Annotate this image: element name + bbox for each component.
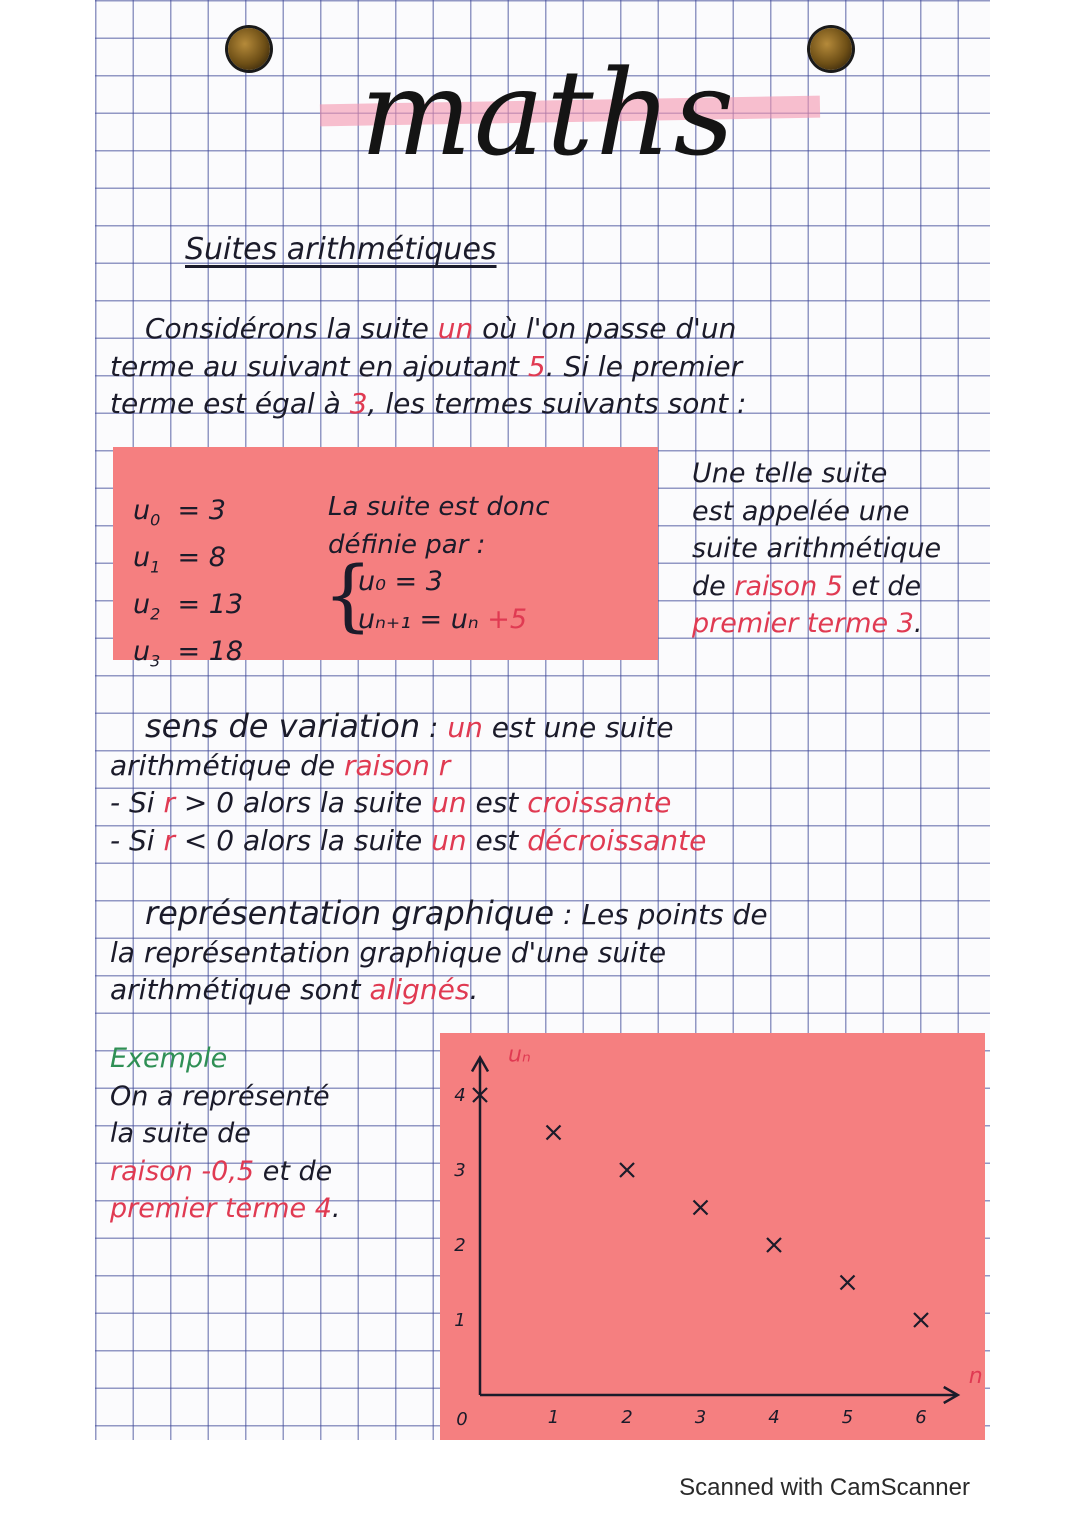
- grid-paper: [95, 0, 990, 1440]
- intro-paragraph: [110, 310, 975, 423]
- x-tick-label: 1: [547, 1407, 560, 1428]
- recurrence-definition: u₀ = 3 uₙ₊₁ = uₙ +5: [358, 566, 528, 635]
- x-tick-label: 4: [768, 1407, 780, 1428]
- data-point: [914, 1313, 928, 1327]
- sequence-symbol: un: [437, 312, 474, 345]
- binder-hole-right: [810, 28, 852, 70]
- y-tick-label: 1: [454, 1310, 466, 1331]
- graph-line-1: représentation graphique : Les points de: [110, 895, 768, 934]
- term-row: $u_1 = 8$: [133, 541, 226, 577]
- binder-hole-left: [228, 28, 270, 70]
- variation-line-1: sens de variation : un est une suite: [110, 708, 706, 747]
- graph-title: représentation graphique: [145, 894, 555, 932]
- origin-label: 0: [456, 1409, 468, 1430]
- section-heading: Suites arithmétiques: [185, 232, 497, 267]
- variation-line-3: - Si r > 0 alors la suite un est croissante: [110, 786, 672, 819]
- x-tick-label: 2: [621, 1407, 633, 1428]
- example-label: Exemple: [110, 1043, 228, 1074]
- page-title: maths: [360, 44, 737, 182]
- variation-section: [110, 708, 706, 859]
- chart-container: [440, 1033, 985, 1440]
- sequence-terms: [133, 492, 243, 680]
- x-tick-label: 5: [841, 1407, 854, 1428]
- data-point: [841, 1276, 855, 1290]
- data-point: [620, 1163, 634, 1177]
- term-row: $u_0 = 3$: [133, 495, 226, 530]
- x-tick-label: 3: [694, 1407, 707, 1428]
- variation-line-2: arithmétique de raison r: [110, 748, 451, 782]
- y-tick-label: 2: [454, 1235, 466, 1256]
- x-tick-label: 6: [915, 1407, 927, 1428]
- sequence-box: [113, 447, 658, 671]
- intro-line-2: terme au suivant en ajoutant 5. Si le premier: [110, 349, 743, 383]
- example-block: Exemple On a représenté la suite de raison -0,5 et de premier terme 4.: [110, 1040, 341, 1228]
- definition-text: La suite est donc définie par :: [328, 492, 550, 560]
- data-point: [694, 1201, 708, 1215]
- intro-line-1: Considérons la suite un où l'on passe d'un: [145, 312, 737, 345]
- y-axis-label: uₙ: [508, 1042, 531, 1068]
- data-point: [547, 1126, 561, 1140]
- scanner-watermark: Scanned with CamScanner: [679, 1474, 970, 1501]
- y-tick-label: 3: [454, 1160, 466, 1181]
- variation-line-4: - Si r < 0 alors la suite un est décroissante: [110, 823, 707, 857]
- title-block: [320, 44, 830, 220]
- term-row: $u_2 = 13$: [133, 588, 244, 624]
- graph-line-3: arithmétique sont alignés.: [110, 973, 479, 1006]
- scatter-chart: [440, 1033, 985, 1440]
- y-tick-label: 4: [454, 1085, 466, 1106]
- graph-line-2: la représentation graphique d'une suite: [110, 935, 667, 969]
- side-note: Une telle suite est appelée une suite arithmétique de raison 5 et de premier terme 3.: [692, 458, 942, 639]
- variation-title: sens de variation: [145, 707, 421, 745]
- data-point: [767, 1238, 781, 1252]
- intro-line-3: terme est égal à 3, les termes suivants sont :: [110, 387, 747, 420]
- graph-section: [110, 895, 768, 1009]
- x-axis-label: n: [968, 1364, 983, 1389]
- brace-symbol: {: [323, 551, 373, 641]
- term-row: $u_3 = 18$: [133, 635, 244, 671]
